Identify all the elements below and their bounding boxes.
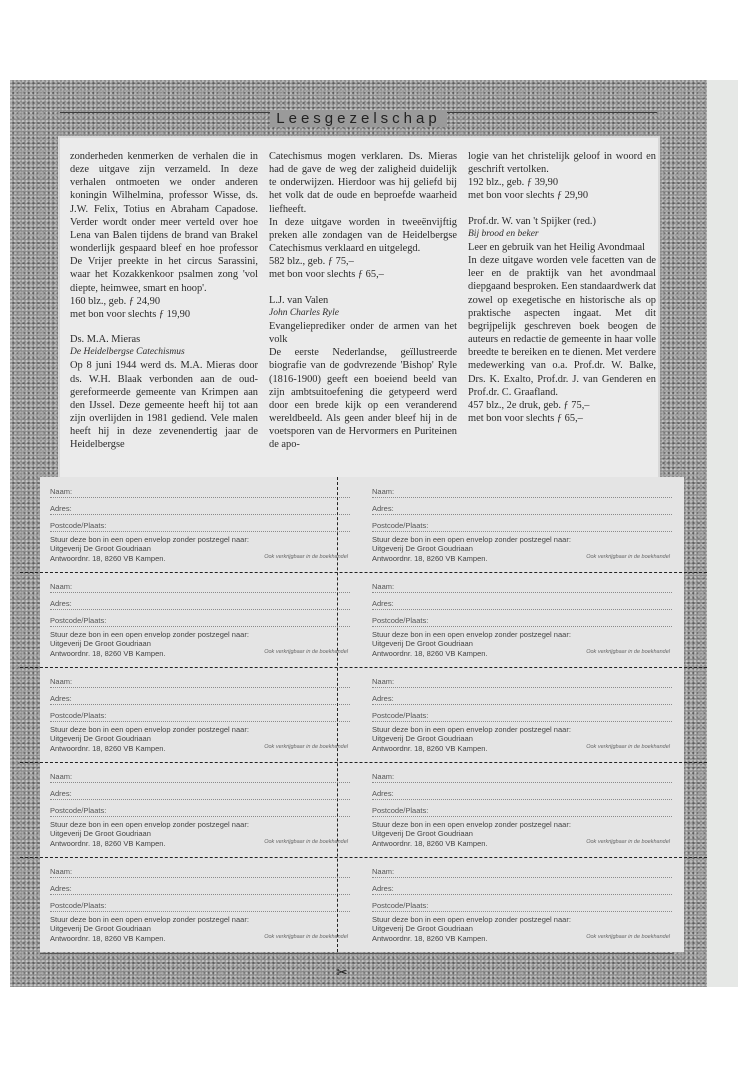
order-coupon[interactable] (362, 667, 684, 762)
postcode-field[interactable]: Postcode/Plaats: (50, 901, 350, 912)
postcode-field[interactable]: Postcode/Plaats: (372, 806, 672, 817)
name-field[interactable]: Naam: (372, 772, 672, 783)
book-author: Ds. M.A. Mieras (70, 334, 141, 346)
availability-note: Ook verkrijgbaar in de boekhandel (264, 839, 348, 845)
name-field[interactable]: Naam: (372, 677, 672, 688)
address-field[interactable]: Adres: (50, 789, 350, 800)
address-field[interactable]: Adres: (50, 504, 350, 515)
availability-note: Ook verkrijgbaar in de boekhandel (586, 649, 670, 655)
magazine-page (10, 80, 707, 987)
article-panel (60, 138, 658, 478)
name-field[interactable]: Naam: (372, 487, 672, 498)
availability-note: Ook verkrijgbaar in de boekhandel (264, 649, 348, 655)
postcode-field[interactable]: Postcode/Plaats: (50, 521, 350, 532)
name-field[interactable]: Naam: (50, 582, 350, 593)
book-title: Bij brood en beker (468, 228, 539, 239)
scissors-icon: ✂ (336, 965, 348, 981)
mailing-address: Stuur deze bon in een open envelop zonder postzegel naar: Uitgeverij De Groot Goudriaan Antwoordnr. 18, 8260 VB Kampen. (50, 725, 249, 753)
order-coupon[interactable] (40, 762, 362, 857)
price: 192 blz., geb. ƒ 39,90 (468, 177, 559, 189)
order-coupon[interactable] (362, 762, 684, 857)
order-coupon[interactable] (362, 477, 684, 572)
postcode-field[interactable]: Postcode/Plaats: (50, 616, 350, 627)
price-offer: met bon voor slechts ƒ 65,– (269, 269, 384, 281)
price-offer: met bon voor slechts ƒ 19,90 (70, 308, 191, 320)
paragraph: In deze uitgave worden vele facetten van de leer en de praktijk van het avondmaal diepgaand besproken. Een standaardwerk dat zowel op exegetische en historische als op praktische aspecten ingaat. Met dit begrijpelijk geschreven boek beogen de auteurs en redactie de gemeente in haar volle breedte te bereiken en te dienen. Met verdere medewerking van o.a. Prof.dr. W. Balke, Drs. K. Exalto, Prof.dr. J. van Genderen en Prof.dr. C. Graafland. (468, 255, 656, 398)
availability-note: Ook verkrijgbaar in de boekhandel (586, 554, 670, 560)
mailing-address: Stuur deze bon in een open envelop zonder postzegel naar: Uitgeverij De Groot Goudriaan Antwoordnr. 18, 8260 VB Kampen. (50, 915, 249, 943)
mailing-address: Stuur deze bon in een open envelop zonder postzegel naar: Uitgeverij De Groot Goudriaan Antwoordnr. 18, 8260 VB Kampen. (372, 915, 571, 943)
horizontal-cut-line (20, 667, 717, 668)
availability-note: Ook verkrijgbaar in de boekhandel (264, 934, 348, 940)
paragraph: De eerste Nederlandse, geïllustreerde biografie van de godvrezende 'Bishop' Ryle (1816-1900) geeft een boeiend beeld van zijn ambtsuitoefening die getypeerd werd door een brede kijk op een veranderend wereldbeeld. Als geen ander bleef hij in de voetsporen van de Hervormers en Puriteinen de apo- (269, 347, 457, 451)
paragraph: logie van het christelijk geloof in woord en geschrift vertolken. (468, 151, 656, 176)
mailing-address: Stuur deze bon in een open envelop zonder postzegel naar: Uitgeverij De Groot Goudriaan Antwoordnr. 18, 8260 VB Kampen. (372, 820, 571, 848)
postcode-field[interactable]: Postcode/Plaats: (50, 711, 350, 722)
order-coupon[interactable] (362, 572, 684, 667)
postcode-field[interactable]: Postcode/Plaats: (50, 806, 350, 817)
vertical-cut-line (337, 477, 338, 952)
paragraph: zonderheden kenmerken de verhalen die in deze uitgave zijn verzameld. In deze verhalen ontmoeten we onder anderen koningin Wilhelmina, professor Wisse, ds. J.W. Felix, Totius en Abraham Capadose. Verder wordt onder meer verteld over hoe Lena van Balen tijdens de brand van Brakel wonderlijk gespaard bleef en hoe professor De Vrijer preekte in het circus Sarassini, waar het Kozakkenkoor psalmen zong 'vol diepte, heimwee, smart en hoop'. (70, 151, 258, 294)
bottom-rule (40, 953, 674, 954)
horizontal-cut-line (20, 762, 717, 763)
address-field[interactable]: Adres: (372, 694, 672, 705)
address-field[interactable]: Adres: (372, 789, 672, 800)
address-field[interactable]: Adres: (372, 504, 672, 515)
name-field[interactable]: Naam: (50, 867, 350, 878)
book-author: L.J. van Valen (269, 294, 329, 306)
postcode-field[interactable]: Postcode/Plaats: (372, 521, 672, 532)
mailing-address: Stuur deze bon in een open envelop zonder postzegel naar: Uitgeverij De Groot Goudriaan Antwoordnr. 18, 8260 VB Kampen. (50, 820, 249, 848)
availability-note: Ook verkrijgbaar in de boekhandel (264, 744, 348, 750)
price-offer: met bon voor slechts ƒ 65,– (468, 412, 583, 424)
name-field[interactable]: Naam: (372, 582, 672, 593)
availability-note: Ook verkrijgbaar in de boekhandel (586, 934, 670, 940)
address-field[interactable]: Adres: (372, 884, 672, 895)
price: 582 blz., geb. ƒ 75,– (269, 256, 354, 268)
postcode-field[interactable]: Postcode/Plaats: (372, 616, 672, 627)
price: 160 blz., geb. ƒ 24,90 (70, 295, 161, 307)
order-coupon[interactable] (40, 857, 362, 952)
text-column-1 (70, 150, 258, 451)
availability-note: Ook verkrijgbaar in de boekhandel (586, 744, 670, 750)
order-coupon[interactable] (362, 857, 684, 952)
section-title: Leesgezelschap (10, 110, 707, 127)
availability-note: Ook verkrijgbaar in de boekhandel (586, 839, 670, 845)
horizontal-cut-line (20, 857, 717, 858)
postcode-field[interactable]: Postcode/Plaats: (372, 711, 672, 722)
availability-note: Ook verkrijgbaar in de boekhandel (264, 554, 348, 560)
horizontal-cut-line (20, 572, 717, 573)
book-title: John Charles Ryle (269, 307, 340, 318)
text-column-3 (468, 150, 656, 425)
book-subtitle: Evangelieprediker onder de armen van het volk (269, 320, 457, 346)
name-field[interactable]: Naam: (372, 867, 672, 878)
postcode-field[interactable]: Postcode/Plaats: (372, 901, 672, 912)
order-coupon[interactable] (40, 667, 362, 762)
price-offer: met bon voor slechts ƒ 29,90 (468, 190, 589, 202)
order-coupons (40, 477, 684, 952)
mailing-address: Stuur deze bon in een open envelop zonder postzegel naar: Uitgeverij De Groot Goudriaan Antwoordnr. 18, 8260 VB Kampen. (372, 535, 571, 563)
order-coupon[interactable] (40, 477, 362, 572)
address-field[interactable]: Adres: (50, 599, 350, 610)
mailing-address: Stuur deze bon in een open envelop zonder postzegel naar: Uitgeverij De Groot Goudriaan Antwoordnr. 18, 8260 VB Kampen. (372, 630, 571, 658)
order-coupon[interactable] (40, 572, 362, 667)
mailing-address: Stuur deze bon in een open envelop zonder postzegel naar: Uitgeverij De Groot Goudriaan Antwoordnr. 18, 8260 VB Kampen. (372, 725, 571, 753)
book-title: De Heidelbergse Catechismus (70, 347, 185, 358)
mailing-address: Stuur deze bon in een open envelop zonder postzegel naar: Uitgeverij De Groot Goudriaan Antwoordnr. 18, 8260 VB Kampen. (50, 535, 249, 563)
address-field[interactable]: Adres: (372, 599, 672, 610)
paragraph: Catechismus mogen verklaren. Ds. Mieras had de gave de weg der zaligheid duidelijk te onderwijzen. Hierdoor was hij geliefd bij het volk dat de oude en beproefde waarheid liefheeft. (269, 151, 457, 215)
book-author: Prof.dr. W. van 't Spijker (red.) (468, 215, 596, 227)
paragraph: Op 8 juni 1944 werd ds. M.A. Mieras door ds. W.H. Blaak verbonden aan de oud-gereformeerde gemeente van Krimpen aan den IJssel. Deze gemeente heeft hij tot aan zijn overlijden in 1981 gediend. Vele malen heeft hij in deze zevenendertig jaar de Heidelbergse (70, 360, 258, 451)
address-field[interactable]: Adres: (50, 694, 350, 705)
name-field[interactable]: Naam: (50, 677, 350, 688)
mailing-address: Stuur deze bon in een open envelop zonder postzegel naar: Uitgeverij De Groot Goudriaan Antwoordnr. 18, 8260 VB Kampen. (50, 630, 249, 658)
address-field[interactable]: Adres: (50, 884, 350, 895)
price: 457 blz., 2e druk, geb. ƒ 75,– (468, 399, 590, 411)
page-edge (707, 80, 738, 987)
paragraph: In deze uitgave worden in tweeënvijftig preken alle zondagen van de Heidelbergse Catechismus verklaard en uitgelegd. (269, 216, 457, 255)
name-field[interactable]: Naam: (50, 772, 350, 783)
text-column-2 (269, 150, 457, 451)
book-subtitle: Leer en gebruik van het Heilig Avondmaal (468, 241, 645, 253)
name-field[interactable]: Naam: (50, 487, 350, 498)
